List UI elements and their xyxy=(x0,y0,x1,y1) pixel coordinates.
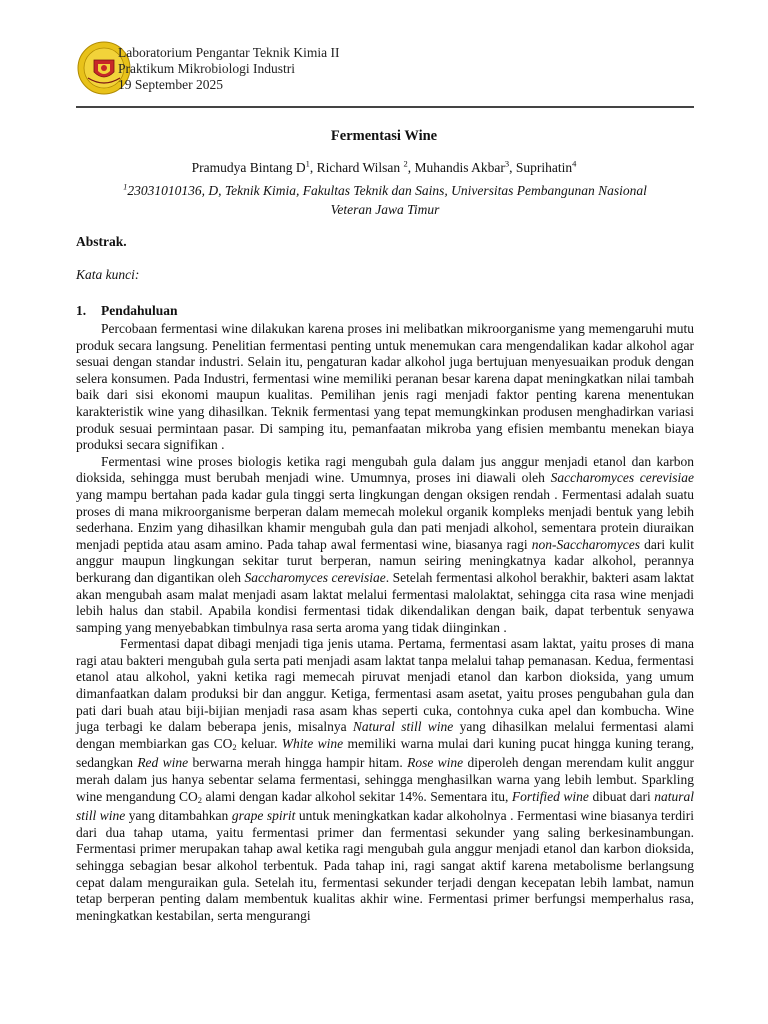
author-4: , Suprihatin xyxy=(509,160,573,175)
p2-text-b: yang mampu bertahan pada kadar gula tinggi serta lingkungan dengan oksigen rendah . Fermentasi adalah suatu proses di mana mikroorganisme berperan dalam memecah molekul organik kompleks menjadi bentuk yang lebih sederhana. Enzim yang dihasilkan khamir mengubah gula dan pati menjadi alkohol, sementara protein diuraikan menjadi peptida atau asam amino. Pada tahap awal fermentasi wine, biasanya ragi xyxy=(76,486,694,552)
section-number: 1. xyxy=(76,303,87,318)
p3-text-f: diperoleh dengan merendam kulit anggur merah dalam jus hanya sebentar selama fermentasi, sehingga menghasilkan warna yang lebih lembut. Sparkling wine mengandung CO xyxy=(76,755,694,804)
affiliation xyxy=(76,181,694,219)
p3-text-k: untuk meningkatkan kadar alkoholnya . Fermentasi wine biasanya terdiri dari dua tahap utama, yaitu fermentasi primer dan fermentasi sekunder yang saling berkesinambungan. Fermentasi primer merupakan tahap awal ketika ragi mengubah gula anggur menjadi etanol dan karbon dioksida, sehingga sebagian besar alkohol terbentuk. Pada tahap ini, ragi sangat aktif karena metabolisme berlangsung cepat dalam menguraikan gula. Setelah itu, fermentasi sekunder terjadi dengan kecepatan lebih lambat, namun tetap berperan penting dalam membentuk kualitas akhir wine. Fermentasi primer berfungsi memperhalus rasa, meningkatkan kestabilan, serta mengurangi xyxy=(76,808,694,923)
p3-text-e: berwarna merah hingga hampir hitam. xyxy=(188,755,408,771)
section-body xyxy=(76,321,694,924)
author-3: , Muhandis Akbar xyxy=(407,160,505,175)
p3-italic-3: Red wine xyxy=(137,755,189,771)
author-list xyxy=(0,160,768,176)
author-1: Pramudya Bintang D xyxy=(191,160,306,175)
affiliation-line-1: 23031010136, D, Teknik Kimia, Fakultas Teknik dan Sains, Universitas Pembangunan Nasional xyxy=(127,183,647,198)
abstract-label: Abstrak. xyxy=(76,234,127,249)
author-2: , Richard Wilsan xyxy=(309,160,404,175)
author-3-sup: 3 xyxy=(504,158,510,169)
p3-subscript-2: 2 xyxy=(197,794,203,805)
p3-text-a: Fermentasi dapat dibagi menjadi tiga jenis utama. Pertama, fermentasi asam laktat, yaitu proses di mana ragi atau bakteri mengubah gula serta pati menjadi asam laktat tanpa melalui tahap pemanasan. Kedua, fermentasi etanol atau alkohol, yakni ketika ragi memecah piruvat menjadi etanol dan karbon dioksida, yang umum dimanfaatkan dalam produksi bir dan anggur. Ketiga, fermentasi asam asetat, yaitu proses pengubahan gula dan pati dari buah atau biji-bijian menjadi rasa asam khas seperti cuka, contohnya cuka apel dan kombucha. Wine juga terbagi ke dalam beberapa jenis, misalnya xyxy=(76,636,694,735)
p3-italic-6: natural still wine xyxy=(76,788,695,824)
affiliation-line-2: Veteran Jawa Timur xyxy=(330,202,440,217)
affiliation-sup: 1 xyxy=(123,181,128,192)
p3-italic-2: White wine xyxy=(281,735,344,751)
p2-text-d: . Setelah fermentasi alkohol berakhir, bakteri asam laktat akan mengubah asam malat menjadi asam laktat melalui fermentasi malolaktat, sehingga cita rasa wine menjadi lebih halus dan stabil. Apabila kondisi fermentasi tidak dikendalikan dengan baik, dapat terbentuk senyawa samping yang menyebabkan timbulnya rasa serta aroma yang tidak diinginkan . xyxy=(76,569,695,635)
p3-text-h: dibuat dari xyxy=(588,788,655,804)
p3-text-d: memiliki warna mulai dari kuning pucat hingga kuning terang, sedangkan xyxy=(76,735,694,771)
section-heading xyxy=(76,303,178,319)
lab-name: Laboratorium Pengantar Teknik Kimia II xyxy=(118,45,340,60)
p2-italic-3: Saccharomyces cerevisiae xyxy=(244,569,386,585)
keywords-label: Kata kunci: xyxy=(76,267,140,282)
p2-italic-2: non-Saccharomyces xyxy=(531,536,640,552)
header-text xyxy=(118,45,340,93)
p3-text-g: alami dengan kadar alkohol sekitar 14%. Sementara itu, xyxy=(202,788,512,804)
p3-italic-7: grape spirit xyxy=(231,808,296,824)
practicum-name: Praktikum Mikrobiologi Industri xyxy=(118,61,295,76)
header-divider xyxy=(76,106,694,108)
p3-subscript-1: 2 xyxy=(232,741,237,752)
p2-text-c: dari kulit anggur maupun lingkungan sekitar turut berperan, namun seiring meningkatnya kadar alkohol, perannya berkurang dan digantikan oleh xyxy=(76,536,694,585)
section-title: Pendahuluan xyxy=(101,303,178,318)
p3-text-j: yang ditambahkan xyxy=(125,808,232,824)
author-2-sup: 2 xyxy=(403,158,408,169)
p3-italic-5: Fortified wine xyxy=(511,788,589,804)
paragraph-3 xyxy=(76,636,694,924)
header-date: 19 September 2025 xyxy=(118,77,223,92)
paper-title: Fermentasi Wine xyxy=(330,128,438,144)
p3-italic-1: Natural still wine xyxy=(352,719,454,735)
p2-text-a: Fermentasi wine proses biologis ketika ragi mengubah gula dalam jus anggur menjadi etanol dan karbon dioksida, sehingga must berubah menjadi wine. Umumnya, proses ini diawali oleh xyxy=(76,453,694,486)
p3-italic-4: Rose wine xyxy=(407,755,464,771)
author-1-sup: 1 xyxy=(305,158,310,169)
p2-italic-1: Saccharomyces cerevisiae xyxy=(550,470,694,486)
p3-text-b: yang dihasilkan melalui fermentasi alami dengan membiarkan gas CO xyxy=(76,719,694,751)
paragraph-1: Percobaan fermentasi wine dilakukan karena proses ini melibatkan mikroorganisme yang memengaruhi mutu produk secara langsung. Penelitian fermentasi penting untuk menemukan cara mengendalikan kadar alkohol agar sesuai dengan standar industri. Selain itu, pengaturan kadar alkohol juga bertujuan menyesuaikan produk dengan selera konsumen. Pada Industri, fermentasi wine memiliki peranan besar karena dapat meningkatkan nilai tambah baik dari sisi ekonomi maupun kualitas. Pemilihan jenis ragi menjadi faktor penting karena menentukan karakteristik wine yang dihasilkan. Teknik fermentasi yang tepat memungkinkan produsen menghadirkan variasi produk sesuai permintaan pasar. Di samping itu, pemanfaatan mikroba yang efisien membantu menekan biaya produksi secara signifikan . xyxy=(76,321,694,453)
p3-text-c: keluar. xyxy=(236,735,282,751)
author-4-sup: 4 xyxy=(572,158,577,169)
paragraph-2 xyxy=(76,454,694,637)
